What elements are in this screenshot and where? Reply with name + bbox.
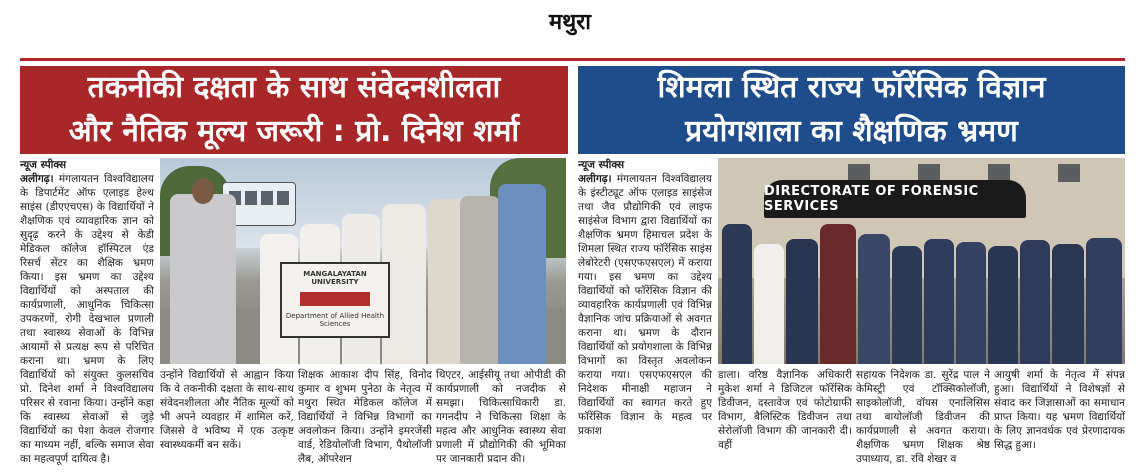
left-article-col3	[298, 368, 432, 472]
right-headline	[578, 66, 1125, 154]
student-figure	[988, 246, 1018, 364]
right-col1-text: मंगलायतन विश्वविद्यालय के इंस्टीट्यूट ऑफ एलाइड साइंसेज तथा जैव प्रौद्योगिकी एवं लाइफ साइंसेज विभाग द्वारा विद्यार्थियों का शैक्षणिक भ्रमण हिमाचल प्रदेश के शिमला स्थित राज्य फॉरेंसिक साइंस लेबोरेटरी (एसएफएसएल) में कराया गया। इस भ्रमण का उद्देश्य विद्यार्थियों को फॉरेंसिक विज्ञान की व्यावहारिक कार्यप्रणाली एवं विभिन्न वैज्ञानिक जांच प्रक्रियाओं से अवगत कराना था। भ्रमण के दौरान विद्यार्थियों को प्रयोगशाला के विभिन्न विभागों का विस्तृत अवलोकन कराया गया। एसएफएसएल की निदेशक मीनाक्षी महाजन ने विद्यार्थियों का स्वागत करते हुए फॉरेंसिक विज्ञान के महत्व पर प्रकाश	[578, 173, 712, 437]
university-banner	[280, 262, 390, 338]
header-rule	[20, 58, 1125, 61]
left-dateline: अलीगढ़।	[20, 173, 54, 185]
person-suit	[170, 194, 236, 364]
student-figure	[1052, 244, 1084, 364]
right-byline: न्यूज स्पीक्स	[578, 159, 625, 171]
left-article-photo	[160, 158, 566, 364]
left-article-col2	[160, 368, 294, 472]
person-head	[192, 178, 214, 204]
forensic-sign-text: DIRECTORATE OF FORENSIC SERVICES	[764, 184, 979, 214]
right-article-col4	[994, 368, 1125, 472]
building-window	[1058, 164, 1080, 182]
banner-title: MANGALAYATAN UNIVERSITY	[303, 270, 367, 286]
faculty-figure	[820, 224, 856, 364]
banner-stripe	[300, 292, 370, 306]
staff-figure-blue	[498, 184, 546, 364]
student-figure	[754, 244, 784, 364]
left-article-col1	[20, 158, 154, 470]
right-article-col2	[718, 368, 852, 472]
right-col3-text: सहायक निदेशक डा. सुरेंद्र पाल ने केमिस्ट्री एवं टॉक्सिकोलॉजी, साइकोलॉजी, वॉयस एनालिसिस तथा बायोलॉजी डिवीजन की कार्यप्रणाली से अवगत कराया। शैक्षणिक भ्रमण शिक्षक श्रेष्ठ उपाध्याय, डा. रवि शेखर व	[856, 369, 990, 465]
student-figure	[924, 239, 954, 364]
right-article-photo	[718, 158, 1125, 364]
student-figure	[1086, 238, 1122, 364]
student-figure	[892, 246, 922, 364]
right-headline-line2: प्रयोगशाला का शैक्षणिक भ्रमण	[685, 114, 1018, 149]
student-figure	[786, 239, 818, 364]
right-headline-line1: शिमला स्थित राज्य फॉरेंसिक विज्ञान	[657, 70, 1046, 105]
right-article-col3	[856, 368, 990, 472]
left-headline	[20, 66, 568, 154]
right-dateline: अलीगढ़।	[578, 173, 612, 185]
left-col4-text: थिएटर, आईसीयू तथा ओपीडी की कार्यप्रणाली को नजदीक से समझा। चिकित्साधिकारी डा. गगनदीप ने चिकित्सा शिक्षा के महत्व और आधुनिक स्वास्थ्य सेवा प्रणाली में प्रौद्योगिकी की भूमिका पर जानकारी प्रदान की।	[436, 369, 566, 465]
left-article-col4	[436, 368, 566, 472]
right-article-col1	[578, 158, 712, 470]
staff-figure	[460, 196, 500, 364]
forensic-sign	[764, 180, 1026, 218]
banner-subtitle: Department of Allied Health Sciences	[285, 312, 385, 328]
left-headline-line2: और नैतिक मूल्य जरूरी : प्रो. दिनेश शर्मा	[68, 114, 520, 149]
student-figure	[722, 224, 752, 364]
left-col3-text: शिक्षक आकाश दीप सिंह, विनोद कुमार व शुभम पुनेठा के नेतृत्व में मथुरा स्थित मेडिकल कॉलेज में विद्यार्थियों ने विभिन्न विभागों का अवलोकन किया। उन्होंने इमरजेंसी वार्ड, रेडियोलॉजी विभाग, पैथोलॉजी लैब, ऑपरेशन	[298, 369, 432, 465]
left-col1-text: मंगलायतन विश्वविद्यालय के डिपार्टमेंट ऑफ एलाइड हेल्थ साइंस (डीएएचएस) के विद्यार्थियों ने शैक्षणिक एवं व्यावहारिक ज्ञान को सुदृढ़ करने के उद्देश्य से केडी मेडिकल कॉलेज हॉस्पिटल एंड रिसर्च सेंटर का शैक्षिक भ्रमण किया। इस भ्रमण का उद्देश्य विद्यार्थियों को अस्पताल की कार्यप्रणाली, आधुनिक चिकित्सा उपकरणों, रोगी देखभाल प्रणाली तथा स्वास्थ्य सेवाओं के विभिन्न आयामों से प्रत्यक्ष रूप से परिचित कराना था। भ्रमण के लिए विद्यार्थियों को संयुक्त कुलसचिव प्रो. दिनेश शर्मा ने विश्वविद्यालय परिसर से रवाना किया। उन्होंने कहा कि स्वास्थ्य सेवाओं से जुड़े विद्यार्थियों का पेशा केवल रोजगार का माध्यम नहीं, बल्कि समाज सेवा का महत्वपूर्ण दायित्व है।	[20, 173, 154, 465]
city-title: मथुरा	[549, 10, 591, 35]
left-byline: न्यूज स्पीक्स	[20, 159, 67, 171]
right-col4-text: आयुषी शर्मा के नेतृत्व में संपन्न हुआ। विद्यार्थियों ने विशेषज्ञों से संवाद कर जिज्ञासाओं का समाधान प्राप्त किया। यह भ्रमण विद्यार्थियों के लिए ज्ञानवर्धक एवं प्रेरणादायक सिद्ध हुआ।	[994, 369, 1125, 451]
left-col2-text: उन्होंने विद्यार्थियों से आह्वान किया कि वे तकनीकी दक्षता के साथ-साथ संवेदनशीलता और नैतिक मूल्यों को भी अपने व्यवहार में शामिल करें, जिससे वे भविष्य में एक उत्कृष्ट स्वास्थ्यकर्मी बन सकें।	[160, 369, 294, 451]
student-figure	[858, 234, 890, 364]
student-figure	[1020, 240, 1050, 364]
student-figure	[956, 242, 986, 364]
left-headline-line1: तकनीकी दक्षता के साथ संवेदनशीलता	[87, 70, 501, 105]
right-col2-text: डाला। वरिष्ठ वैज्ञानिक अधिकारी मुकेश शर्मा ने डिजिटल फॉरेंसिक डिवीजन, दस्तावेज एवं फोटोग्राफी विभाग, बैलिस्टिक डिवीजन तथा सेरोलॉजी विभाग की जानकारी दी। वहीं	[718, 369, 852, 451]
